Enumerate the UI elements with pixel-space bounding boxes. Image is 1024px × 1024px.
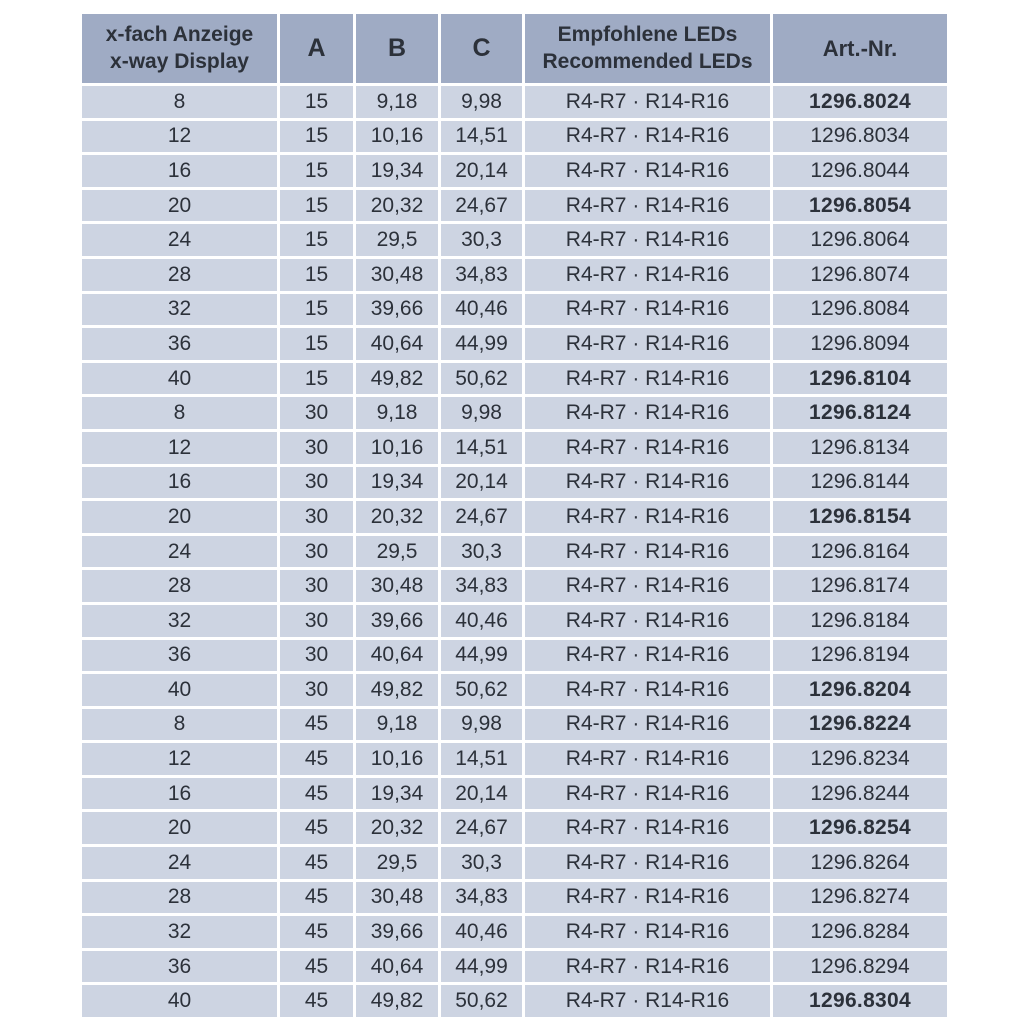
table-row <box>81 154 949 189</box>
art-nr-cell: 1296.8294 <box>772 949 949 984</box>
leds-cell: R4-R7 · R14-R16 <box>524 500 772 535</box>
table-row <box>81 119 949 154</box>
leds-cell: R4-R7 · R14-R16 <box>524 85 772 120</box>
table-row <box>81 396 949 431</box>
table-row <box>81 949 949 984</box>
a-cell: 30 <box>279 500 355 535</box>
xway-cell: 24 <box>81 846 279 881</box>
xway-cell: 40 <box>81 984 279 1019</box>
art-nr-cell: 1296.8164 <box>772 534 949 569</box>
art-nr-cell: 1296.8154 <box>772 500 949 535</box>
header-xway-line1: x-fach Anzeige <box>105 23 254 47</box>
b-cell: 19,34 <box>355 154 440 189</box>
c-cell: 50,62 <box>440 984 524 1019</box>
xway-cell: 20 <box>81 188 279 223</box>
xway-cell: 8 <box>81 85 279 120</box>
a-cell: 30 <box>279 569 355 604</box>
art-nr-cell: 1296.8194 <box>772 638 949 673</box>
leds-cell: R4-R7 · R14-R16 <box>524 846 772 881</box>
b-cell: 29,5 <box>355 534 440 569</box>
b-cell: 39,66 <box>355 292 440 327</box>
xway-cell: 36 <box>81 949 279 984</box>
art-nr-cell: 1296.8054 <box>772 188 949 223</box>
header-art-nr: Art.-Nr. <box>772 13 949 85</box>
a-cell: 45 <box>279 846 355 881</box>
c-cell: 30,3 <box>440 846 524 881</box>
xway-cell: 36 <box>81 327 279 362</box>
xway-cell: 28 <box>81 569 279 604</box>
leds-cell: R4-R7 · R14-R16 <box>524 880 772 915</box>
art-nr-cell: 1296.8034 <box>772 119 949 154</box>
b-cell: 39,66 <box>355 915 440 950</box>
table-row <box>81 811 949 846</box>
art-nr-cell: 1296.8044 <box>772 154 949 189</box>
a-cell: 30 <box>279 534 355 569</box>
leds-cell: R4-R7 · R14-R16 <box>524 776 772 811</box>
leds-cell: R4-R7 · R14-R16 <box>524 188 772 223</box>
c-cell: 30,3 <box>440 223 524 258</box>
leds-cell: R4-R7 · R14-R16 <box>524 603 772 638</box>
leds-cell: R4-R7 · R14-R16 <box>524 292 772 327</box>
a-cell: 15 <box>279 361 355 396</box>
table-row <box>81 707 949 742</box>
art-nr-cell: 1296.8024 <box>772 85 949 120</box>
art-nr-cell: 1296.8244 <box>772 776 949 811</box>
art-nr-cell: 1296.8274 <box>772 880 949 915</box>
table-row <box>81 223 949 258</box>
c-cell: 24,67 <box>440 188 524 223</box>
a-cell: 15 <box>279 119 355 154</box>
a-cell: 30 <box>279 638 355 673</box>
table-row <box>81 430 949 465</box>
c-cell: 9,98 <box>440 396 524 431</box>
b-cell: 49,82 <box>355 361 440 396</box>
leds-cell: R4-R7 · R14-R16 <box>524 465 772 500</box>
b-cell: 20,32 <box>355 500 440 535</box>
b-cell: 20,32 <box>355 188 440 223</box>
xway-cell: 24 <box>81 223 279 258</box>
xway-cell: 16 <box>81 776 279 811</box>
table-row <box>81 776 949 811</box>
leds-cell: R4-R7 · R14-R16 <box>524 223 772 258</box>
table-body <box>81 85 949 1019</box>
art-nr-cell: 1296.8174 <box>772 569 949 604</box>
b-cell: 19,34 <box>355 776 440 811</box>
b-cell: 10,16 <box>355 742 440 777</box>
a-cell: 45 <box>279 880 355 915</box>
xway-cell: 20 <box>81 811 279 846</box>
a-cell: 45 <box>279 742 355 777</box>
art-nr-cell: 1296.8224 <box>772 707 949 742</box>
leds-cell: R4-R7 · R14-R16 <box>524 673 772 708</box>
c-cell: 9,98 <box>440 85 524 120</box>
table-row <box>81 500 949 535</box>
xway-cell: 12 <box>81 119 279 154</box>
xway-cell: 32 <box>81 292 279 327</box>
b-cell: 39,66 <box>355 603 440 638</box>
b-cell: 20,32 <box>355 811 440 846</box>
a-cell: 45 <box>279 776 355 811</box>
leds-cell: R4-R7 · R14-R16 <box>524 396 772 431</box>
a-cell: 15 <box>279 85 355 120</box>
art-nr-cell: 1296.8304 <box>772 984 949 1019</box>
c-cell: 50,62 <box>440 673 524 708</box>
a-cell: 15 <box>279 188 355 223</box>
leds-cell: R4-R7 · R14-R16 <box>524 949 772 984</box>
leds-cell: R4-R7 · R14-R16 <box>524 154 772 189</box>
table-row <box>81 880 949 915</box>
b-cell: 9,18 <box>355 396 440 431</box>
xway-cell: 8 <box>81 396 279 431</box>
header-row <box>81 13 949 85</box>
header-xway-line2: x-way Display <box>110 49 249 73</box>
a-cell: 30 <box>279 396 355 431</box>
table-row <box>81 327 949 362</box>
b-cell: 49,82 <box>355 673 440 708</box>
table-row <box>81 85 949 120</box>
b-cell: 10,16 <box>355 119 440 154</box>
a-cell: 30 <box>279 603 355 638</box>
led-display-spec-table <box>79 11 950 1020</box>
header-leds-line2: Recommended LEDs <box>542 49 753 73</box>
c-cell: 9,98 <box>440 707 524 742</box>
art-nr-cell: 1296.8264 <box>772 846 949 881</box>
table-row <box>81 846 949 881</box>
b-cell: 9,18 <box>355 707 440 742</box>
art-nr-cell: 1296.8134 <box>772 430 949 465</box>
leds-cell: R4-R7 · R14-R16 <box>524 534 772 569</box>
a-cell: 45 <box>279 915 355 950</box>
c-cell: 50,62 <box>440 361 524 396</box>
header-leds-line1: Empfohlene LEDs <box>557 23 738 47</box>
b-cell: 40,64 <box>355 949 440 984</box>
art-nr-cell: 1296.8074 <box>772 257 949 292</box>
xway-cell: 16 <box>81 154 279 189</box>
b-cell: 29,5 <box>355 223 440 258</box>
leds-cell: R4-R7 · R14-R16 <box>524 638 772 673</box>
a-cell: 45 <box>279 707 355 742</box>
a-cell: 30 <box>279 430 355 465</box>
header-c: C <box>440 13 524 85</box>
table-row <box>81 465 949 500</box>
xway-cell: 24 <box>81 534 279 569</box>
table-row <box>81 534 949 569</box>
header-leds <box>524 13 772 85</box>
leds-cell: R4-R7 · R14-R16 <box>524 707 772 742</box>
leds-cell: R4-R7 · R14-R16 <box>524 361 772 396</box>
a-cell: 45 <box>279 811 355 846</box>
art-nr-cell: 1296.8084 <box>772 292 949 327</box>
leds-cell: R4-R7 · R14-R16 <box>524 811 772 846</box>
leds-cell: R4-R7 · R14-R16 <box>524 742 772 777</box>
xway-cell: 40 <box>81 673 279 708</box>
table-row <box>81 257 949 292</box>
a-cell: 15 <box>279 327 355 362</box>
b-cell: 49,82 <box>355 984 440 1019</box>
xway-cell: 32 <box>81 603 279 638</box>
leds-cell: R4-R7 · R14-R16 <box>524 119 772 154</box>
table-row <box>81 673 949 708</box>
c-cell: 24,67 <box>440 500 524 535</box>
table-row <box>81 742 949 777</box>
art-nr-cell: 1296.8204 <box>772 673 949 708</box>
xway-cell: 28 <box>81 880 279 915</box>
b-cell: 30,48 <box>355 880 440 915</box>
xway-cell: 32 <box>81 915 279 950</box>
leds-cell: R4-R7 · R14-R16 <box>524 915 772 950</box>
b-cell: 29,5 <box>355 846 440 881</box>
table-row <box>81 915 949 950</box>
xway-cell: 8 <box>81 707 279 742</box>
c-cell: 24,67 <box>440 811 524 846</box>
art-nr-cell: 1296.8144 <box>772 465 949 500</box>
c-cell: 40,46 <box>440 603 524 638</box>
art-nr-cell: 1296.8184 <box>772 603 949 638</box>
b-cell: 9,18 <box>355 85 440 120</box>
a-cell: 15 <box>279 257 355 292</box>
leds-cell: R4-R7 · R14-R16 <box>524 327 772 362</box>
leds-cell: R4-R7 · R14-R16 <box>524 984 772 1019</box>
c-cell: 44,99 <box>440 638 524 673</box>
art-nr-cell: 1296.8124 <box>772 396 949 431</box>
art-nr-cell: 1296.8064 <box>772 223 949 258</box>
art-nr-cell: 1296.8284 <box>772 915 949 950</box>
table-row <box>81 569 949 604</box>
c-cell: 40,46 <box>440 292 524 327</box>
leds-cell: R4-R7 · R14-R16 <box>524 430 772 465</box>
c-cell: 30,3 <box>440 534 524 569</box>
c-cell: 44,99 <box>440 327 524 362</box>
b-cell: 30,48 <box>355 257 440 292</box>
leds-cell: R4-R7 · R14-R16 <box>524 257 772 292</box>
c-cell: 34,83 <box>440 880 524 915</box>
table-row <box>81 361 949 396</box>
b-cell: 40,64 <box>355 327 440 362</box>
art-nr-cell: 1296.8104 <box>772 361 949 396</box>
b-cell: 19,34 <box>355 465 440 500</box>
c-cell: 20,14 <box>440 776 524 811</box>
xway-cell: 36 <box>81 638 279 673</box>
c-cell: 20,14 <box>440 465 524 500</box>
c-cell: 34,83 <box>440 257 524 292</box>
xway-cell: 28 <box>81 257 279 292</box>
c-cell: 14,51 <box>440 430 524 465</box>
art-nr-cell: 1296.8234 <box>772 742 949 777</box>
c-cell: 14,51 <box>440 119 524 154</box>
a-cell: 30 <box>279 465 355 500</box>
a-cell: 45 <box>279 949 355 984</box>
header-b: B <box>355 13 440 85</box>
c-cell: 20,14 <box>440 154 524 189</box>
b-cell: 10,16 <box>355 430 440 465</box>
c-cell: 34,83 <box>440 569 524 604</box>
table-row <box>81 984 949 1019</box>
a-cell: 15 <box>279 223 355 258</box>
xway-cell: 12 <box>81 430 279 465</box>
xway-cell: 12 <box>81 742 279 777</box>
a-cell: 30 <box>279 673 355 708</box>
b-cell: 40,64 <box>355 638 440 673</box>
c-cell: 40,46 <box>440 915 524 950</box>
header-xway-display <box>81 13 279 85</box>
a-cell: 15 <box>279 154 355 189</box>
a-cell: 45 <box>279 984 355 1019</box>
leds-cell: R4-R7 · R14-R16 <box>524 569 772 604</box>
art-nr-cell: 1296.8254 <box>772 811 949 846</box>
c-cell: 44,99 <box>440 949 524 984</box>
c-cell: 14,51 <box>440 742 524 777</box>
art-nr-cell: 1296.8094 <box>772 327 949 362</box>
xway-cell: 40 <box>81 361 279 396</box>
xway-cell: 16 <box>81 465 279 500</box>
a-cell: 15 <box>279 292 355 327</box>
b-cell: 30,48 <box>355 569 440 604</box>
table-row <box>81 638 949 673</box>
table-row <box>81 188 949 223</box>
xway-cell: 20 <box>81 500 279 535</box>
table-header <box>81 13 949 85</box>
table-row <box>81 603 949 638</box>
header-a: A <box>279 13 355 85</box>
table-row <box>81 292 949 327</box>
